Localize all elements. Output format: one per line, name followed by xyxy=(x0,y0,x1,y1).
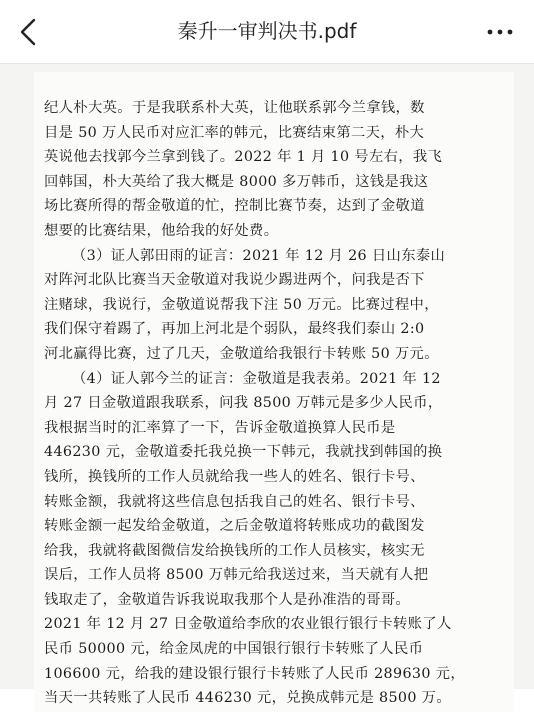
document-line: 对阵河北队比赛当天金敬道对我说少踢进两个，问我是否下 xyxy=(44,272,425,289)
chevron-left-icon xyxy=(14,14,46,50)
document-line: 河北赢得比赛，过了几天，金敬道给我银行卡转账 50 万元。 xyxy=(44,345,439,362)
pdf-viewer[interactable] xyxy=(0,64,534,707)
document-line: （3）证人郭田雨的证言：2021 年 12 月 26 日山东泰山 xyxy=(72,247,446,264)
document-line: 钱取走了，金敬道告诉我说取我那个人是孙准浩的哥哥。 xyxy=(44,591,411,608)
document-line: 106600 元，给我的建设银行银行卡转账了人民币 289630 元， xyxy=(44,665,465,682)
document-line: 2021 年 12 月 27 日金敬道给李欣的农业银行银行卡转账了人 xyxy=(44,616,452,633)
document-line: 转账金额一起发给金敬道，之后金敬道将转账成功的截图发 xyxy=(44,518,425,535)
more-horizontal-icon xyxy=(484,20,516,44)
top-bar xyxy=(0,0,534,64)
pdf-page xyxy=(34,72,514,712)
document-line: 月 27 日金敬道跟我联系，问我 8500 万韩元是多少人民币， xyxy=(44,395,443,412)
document-line: 回韩国，朴大英给了我大概是 8000 多万韩币，这钱是我这 xyxy=(44,173,429,190)
document-line: 场比赛所得的帮金敬道的忙，控制比赛节奏，达到了金敬道 xyxy=(44,198,425,215)
document-line: 目是 50 万人民币对应汇率的韩元，比赛结束第二天，朴大 xyxy=(44,124,425,141)
document-line: 我们保守着踢了，再加上河北是个弱队，最终我们泰山 2:0 xyxy=(44,321,425,338)
document-line: 民币 50000 元，给金凤虎的中国银行银行卡转账了人民币 xyxy=(44,641,424,658)
document-body xyxy=(44,96,496,711)
document-line: 钱所，换钱所的工作人员就给我一些人的姓名、银行卡号、 xyxy=(44,468,425,485)
back-button[interactable] xyxy=(14,14,46,50)
document-line: 想要的比赛结果，他给我的好处费。 xyxy=(44,222,279,239)
document-line: 注赌球，我说行，金敬道说帮我下注 50 万元。比赛过程中， xyxy=(44,296,439,313)
document-line: 我根据当时的汇率算了一下，告诉金敬道换算人民币是 xyxy=(44,419,396,436)
document-title: 秦升一审判决书.pdf xyxy=(177,19,357,43)
document-line: 446230 元，金敬道委托我兑换一下韩元，我就找到韩国的换 xyxy=(44,444,443,461)
document-line: 纪人朴大英。于是我联系朴大英，让他联系郭今兰拿钱，数 xyxy=(44,100,425,116)
document-line: （4）证人郭今兰的证言：金敬道是我表弟。2021 年 12 xyxy=(72,370,441,387)
document-line: 误后，工作人员将 8500 万韩元给我送过来，当天就有人把 xyxy=(44,567,429,584)
document-line: 英说他去找郭今兰拿到钱了。2022 年 1 月 10 号左右，我飞 xyxy=(44,149,443,166)
document-line: 给我，我就将截图微信发给换钱所的工作人员核实，核实无 xyxy=(44,542,425,559)
document-line: 当天一共转账了人民币 446230 元，兑换成韩元是 8500 万。 xyxy=(44,690,451,707)
more-options-button[interactable] xyxy=(484,20,516,44)
document-line: 转账金额，我就将这些信息包括我自己的姓名、银行卡号、 xyxy=(44,493,425,510)
